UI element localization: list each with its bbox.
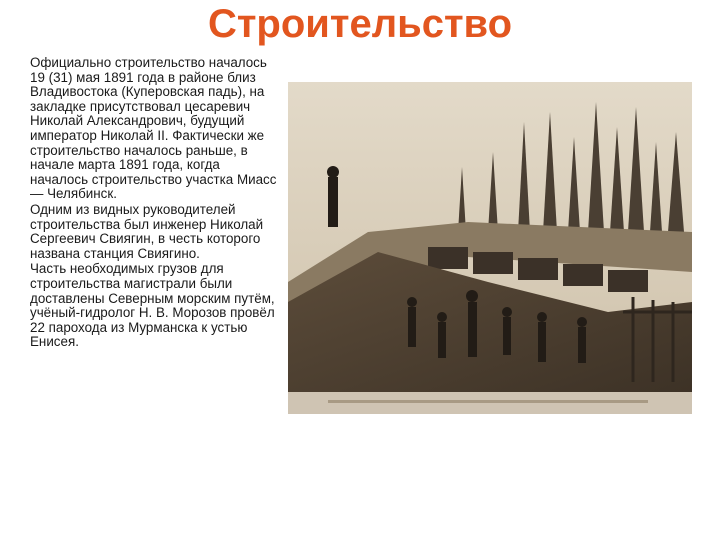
paragraph-northern-sea-route: Часть необходимых грузов для строительства магистрали были доставлены Северным морским путём, учёный-гидролог Н. В. Морозов провёл 22 парохода из Мурманска к устью Енисея. [30,261,275,350]
paragraph-start-of-construction: Официально строительство началось 19 (31) мая 1891 года в районе близ Владивостока (Куперовская падь), на закладке присутствовал цесаревич Николай Александрович, будущий император Николай II. Фактически же строительство началось раньше, в начале марта 1891 года, когда началось строительство участка Миасс — Челябинск. [30,55,277,202]
paragraph-sviyagin: Одним из видных руководителей строительства был инженер Николай Сергеевич Свиягин, в честь которого названа станция Свиягино. [30,201,264,261]
slide-title: Строительство [207,2,513,46]
construction-photo-illustration [288,82,692,414]
slide-body [30,56,280,351]
construction-photo [288,82,692,414]
